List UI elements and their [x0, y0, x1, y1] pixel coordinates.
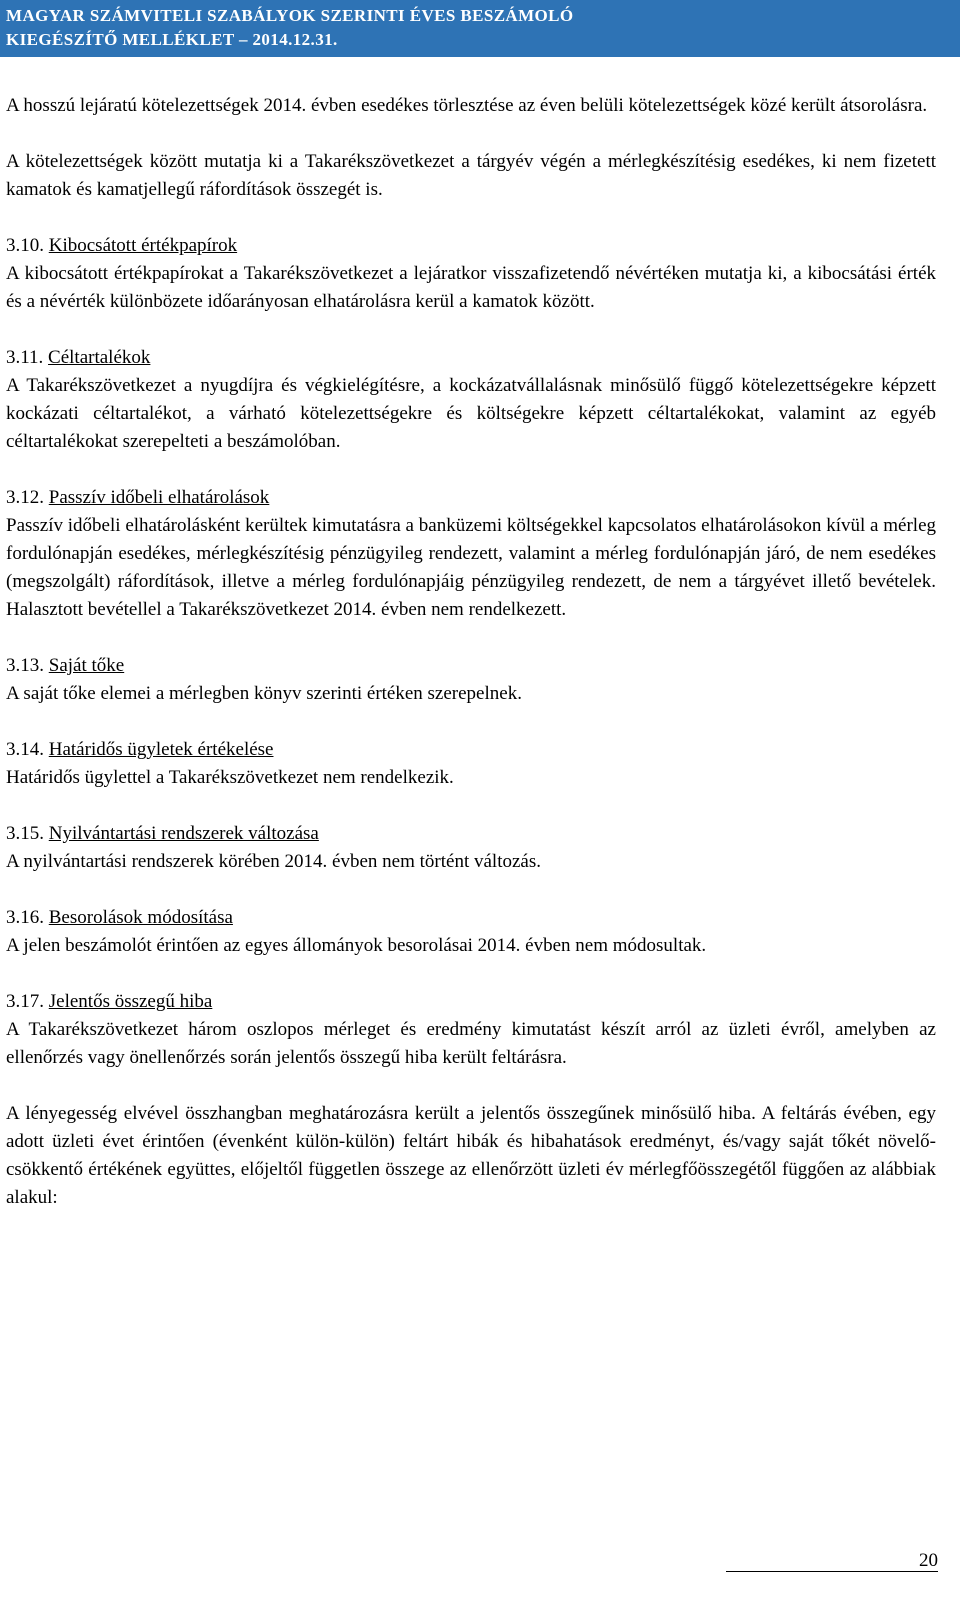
section-heading	[6, 652, 936, 680]
section-body: A Takarékszövetkezet a nyugdíjra és végkielégítésre, a kockázatvállalásnak minősülő függő kötelezettségekre képzett kockázati céltartalékot, a várható kötelezettségekre és költségekre képzett céltartalékokat, valamint az egyéb céltartalékokat szerepelteti a beszámolóban.	[6, 375, 936, 452]
section-3-13	[6, 652, 936, 708]
section-heading	[6, 904, 936, 932]
section-title: Passzív időbeli elhatárolások	[48, 487, 270, 508]
section-body: Határidős ügylettel a Takarékszövetkezet nem rendelkezik.	[6, 767, 454, 788]
section-3-15	[6, 820, 936, 876]
section-3-16	[6, 904, 936, 960]
section-body: A saját tőke elemei a mérlegben könyv szerinti értéken szerepelnek.	[6, 683, 522, 704]
section-body: Passzív időbeli elhatárolásként kerültek kimutatásra a banküzemi költségekkel kapcsolatos elhatárolásokon kívül a mérleg fordulónapján esedékes, mérlegkészítésig pénzügyileg rendezett, valamint a mérleg fordulónapján járó, de nem esedékes (megszolgált) ráfordítások, illetve a mérleg fordulónapjáig pénzügyileg rendezett, de nem a tárgyévet illető bevételek. Halasztott bevétellel a Takarékszövetkezet 2014. évben nem rendelkezett.	[6, 515, 936, 620]
section-heading	[6, 232, 936, 260]
section-title: Nyilvántartási rendszerek változása	[48, 823, 319, 844]
section-title: Saját tőke	[48, 655, 125, 676]
section-body: A nyilvántartási rendszerek körében 2014. évben nem történt változás.	[6, 851, 541, 872]
section-body-continued: A lényegesség elvével összhangban meghatározásra került a jelentős összegűnek minősülő hiba. A feltárás évében, egy adott üzleti évet érintően (évenként külön-külön) feltárt hibák és hibahatások eredményt, és/vagy saját tőkét növelő-csökkentő értékének együttes, előjeltől független összege az ellenőrzött üzleti év mérlegfőösszegétől függően az alábbiak alakul:	[6, 1103, 936, 1208]
footer-divider	[726, 1571, 938, 1572]
section-number: 3.13.	[6, 655, 44, 676]
section-heading	[6, 820, 936, 848]
section-body: A jelen beszámolót érintően az egyes állományok besorolásai 2014. évben nem módosultak.	[6, 935, 707, 956]
section-3-17	[6, 988, 936, 1212]
section-heading	[6, 988, 936, 1016]
section-number: 3.15.	[6, 823, 44, 844]
header-subtitle: KIEGÉSZÍTŐ MELLÉKLET – 2014.12.31.	[6, 30, 338, 49]
section-number: 3.14.	[6, 739, 44, 760]
section-number: 3.16.	[6, 907, 44, 928]
section-heading	[6, 736, 936, 764]
section-3-14	[6, 736, 936, 792]
section-number: 3.10.	[6, 235, 44, 256]
section-number: 3.17.	[6, 991, 44, 1012]
intro-paragraph-2: A kötelezettségek között mutatja ki a Takarékszövetkezet a tárgyév végén a mérlegkészítésig esedékes, ki nem fizetett kamatok és kamatjellegű ráfordítások összegét is.	[6, 151, 936, 200]
section-heading	[6, 484, 936, 512]
document-body	[6, 92, 936, 1212]
section-3-10	[6, 232, 936, 316]
section-title: Kibocsátott értékpapírok	[48, 235, 238, 256]
section-body: A Takarékszövetkezet három oszlopos mérleget és eredmény kimutatást készít arról az üzleti évről, amelyben az ellenőrzés vagy önellenőrzés során jelentős összegű hiba került feltárásra.	[6, 1019, 936, 1068]
section-body: A kibocsátott értékpapírokat a Takarékszövetkezet a lejáratkor visszafizetendő névértéken mutatja ki, a kibocsátási érték és a névérték különbözete időarányosan elhatárolásra kerül a kamatok között.	[6, 263, 936, 312]
page-number: 20	[919, 1550, 938, 1571]
section-title: Határidős ügyletek értékelése	[48, 739, 274, 760]
section-heading	[6, 344, 936, 372]
section-title: Jelentős összegű hiba	[48, 991, 213, 1012]
section-title: Besorolások módosítása	[48, 907, 233, 928]
document-header	[0, 0, 960, 57]
section-number: 3.12.	[6, 487, 44, 508]
section-3-11	[6, 344, 936, 456]
section-3-12	[6, 484, 936, 624]
section-number: 3.11.	[6, 347, 44, 368]
header-title: MAGYAR SZÁMVITELI SZABÁLYOK SZERINTI ÉVES BESZÁMOLÓ	[6, 6, 574, 25]
intro-paragraph-1: A hosszú lejáratú kötelezettségek 2014. évben esedékes törlesztése az éven belüli kötelezettségek közé került átsorolásra.	[6, 95, 928, 116]
section-title: Céltartalékok	[48, 347, 151, 368]
